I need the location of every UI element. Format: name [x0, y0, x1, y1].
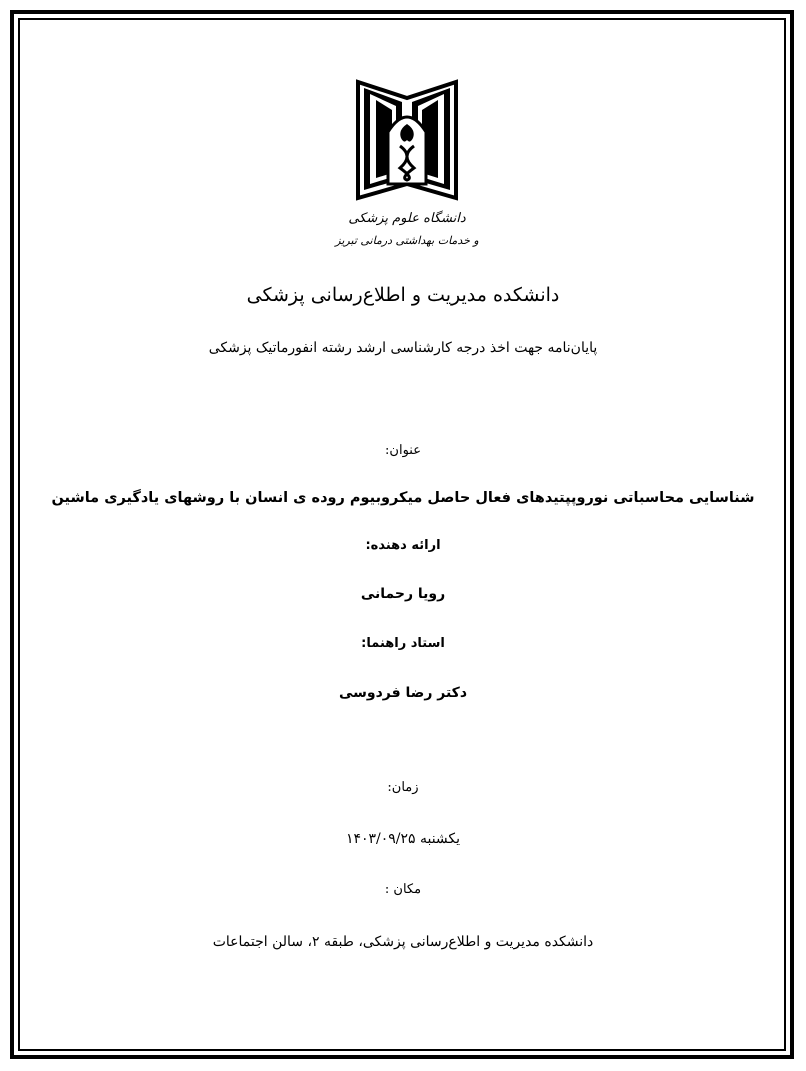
thesis-title: شناسایی محاسباتی نوروپپتیدهای فعال حاصل میکروبیوم روده ی انسان با روشهای یادگیری ماشین: [51, 490, 755, 506]
presenter-name: رویا رحمانی: [360, 586, 446, 602]
defense-place: دانشکده مدیریت و اطلاع‌رسانی پزشکی، طبقه ۲، سالن اجتماعات: [212, 934, 594, 950]
logo-caption-line2: و خدمات بهداشتی درمانی تبریز: [335, 234, 479, 247]
defense-time: یکشنبه ۱۴۰۳/۰۹/۲۵: [345, 831, 461, 847]
university-logo: [335, 76, 479, 256]
title-label: عنوان:: [385, 443, 421, 458]
presenter-label: ارائه دهنده:: [365, 538, 441, 553]
supervisor-name: دکتر رضا فردوسی: [338, 685, 468, 701]
logo-caption-line1: دانشگاه علوم پزشکی: [348, 211, 466, 226]
faculty-name: دانشکده مدیریت و اطلاع‌رسانی پزشکی: [246, 284, 560, 306]
supervisor-label: استاد راهنما:: [361, 636, 445, 651]
thesis-purpose: پایان‌نامه جهت اخذ درجه کارشناسی ارشد رشته انفورماتیک پزشکی: [208, 340, 598, 356]
place-label: مکان :: [384, 882, 422, 897]
time-label: زمان:: [387, 780, 419, 795]
